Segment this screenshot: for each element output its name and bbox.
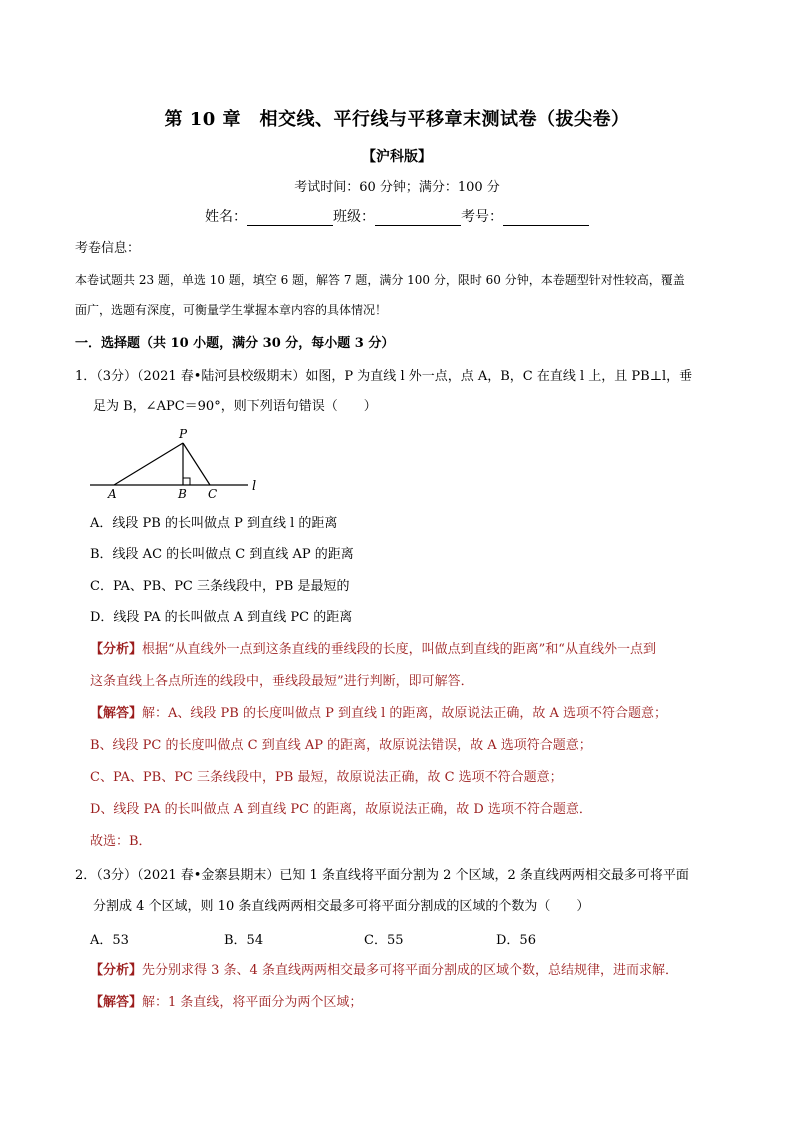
info-heading: 考卷信息：	[75, 241, 141, 256]
q1-answer-tag: 【解答】	[90, 706, 143, 721]
q1-answer-line-4: D、线段 PA 的长叫做点 A 到直线 PC 的距离，故原说法正确，故 D 选项不符合题意．	[90, 802, 592, 817]
class-field	[333, 206, 461, 226]
label-b: B	[178, 487, 187, 501]
q1-option-a: A．线段 PB 的长叫做点 P 到直线 l 的距离	[90, 516, 338, 531]
edition-label: 【沪科版】	[362, 149, 432, 165]
label-c: C	[208, 487, 218, 501]
q2-option-a: A．53	[90, 933, 129, 948]
name-field	[205, 206, 333, 226]
segment-pc	[183, 443, 210, 485]
q1-choice: 故选：B．	[90, 834, 152, 849]
section-heading: 一．选择题（共 10 小题，满分 30 分，每小题 3 分）	[75, 336, 395, 351]
info-line-2: 面广，选题有深度，可衡量学生掌握本章内容的具体情况！	[75, 303, 388, 317]
q1-analysis-line-1	[90, 640, 730, 660]
class-label: 班级：	[333, 209, 375, 225]
id-label: 考号：	[461, 209, 503, 225]
q2-answer-text: 解：1 条直线，将平面分为两个区域；	[142, 995, 363, 1010]
right-angle-mark	[183, 478, 190, 485]
exam-info: 考试时间：60 分钟；满分：100 分	[294, 180, 500, 195]
q1-stem-line-1: 1．（3分）（2021 春•陆河县校级期末）如图，P 为直线 l 外一点，点 A，B，C 在直线 l 上，且 PB⊥l，垂	[75, 369, 693, 384]
q2-answer-tag: 【解答】	[90, 995, 143, 1010]
info-line-1: 本卷试题共 23 题，单选 10 题，填空 6 题，解答 7 题，满分 100 分，限时 60 分钟，本卷题型针对性较高，覆盖	[75, 273, 685, 287]
q1-stem-line-2: 足为 B，∠APC＝90°，则下列语句错误（ ）	[93, 399, 377, 414]
q2-option-d: D．56	[496, 933, 536, 948]
label-a: A	[108, 487, 117, 501]
q2-analysis	[90, 961, 730, 981]
q1-answer-line-2: B、线段 PC 的长度叫做点 C 到直线 AP 的距离，故原说法错误，故 A 选项符合题意；	[90, 738, 592, 753]
q2-analysis-tag: 【分析】	[90, 963, 143, 978]
class-blank	[375, 211, 461, 226]
label-l: l	[252, 479, 257, 494]
segment-pa	[114, 443, 183, 485]
q1-answer-text-1: 解：A、线段 PB 的长度叫做点 P 到直线 l 的距离，故原说法正确，故 A 选项不符合题意；	[142, 706, 668, 721]
q1-answer-line-1	[90, 704, 750, 724]
id-field	[461, 206, 589, 226]
q2-stem-line-2: 分割成 4 个区域，则 10 条直线两两相交最多可将平面分割成的区域的个数为（ ）	[93, 899, 590, 914]
q2-option-b: B．54	[224, 933, 264, 948]
student-fields	[0, 206, 794, 226]
q1-figure	[80, 418, 280, 508]
id-blank	[503, 211, 589, 226]
q1-option-c: C．PA、PB、PC 三条线段中，PB 是最短的	[90, 579, 350, 594]
q1-analysis-tag: 【分析】	[90, 642, 143, 657]
page-title: 第 10 章 相交线、平行线与平移章末测试卷（拔尖卷）	[164, 109, 630, 130]
label-p: P	[179, 427, 188, 441]
q1-option-d: D．线段 PA 的长叫做点 A 到直线 PC 的距离	[90, 610, 353, 625]
q2-answer	[90, 993, 750, 1013]
q1-option-b: B．线段 AC 的长叫做点 C 到直线 AP 的距离	[90, 547, 354, 562]
q1-analysis-text: 根据“从直线外一点到这条直线的垂线段的长度，叫做点到直线的距离”和“从直线外一点到	[142, 642, 656, 657]
q2-analysis-text: 先分别求得 3 条、4 条直线两两相交最多可将平面分割成的区域个数，总结规律，进而求解．	[142, 963, 678, 978]
name-label: 姓名：	[205, 209, 247, 225]
q1-analysis-line-2: 这条直线上各点所连的线段中，垂线段最短”进行判断，即可解答．	[90, 674, 474, 689]
q2-stem-line-1: 2．（3分）（2021 春•金寨县期末）已知 1 条直线将平面分割为 2 个区域，2 条直线两两相交最多可将平面	[75, 868, 689, 883]
name-blank	[247, 211, 333, 226]
q1-answer-line-3: C、PA、PB、PC 三条线段中，PB 最短，故原说法正确，故 C 选项不符合题意；	[90, 770, 563, 785]
q2-option-c: C．55	[364, 933, 404, 948]
